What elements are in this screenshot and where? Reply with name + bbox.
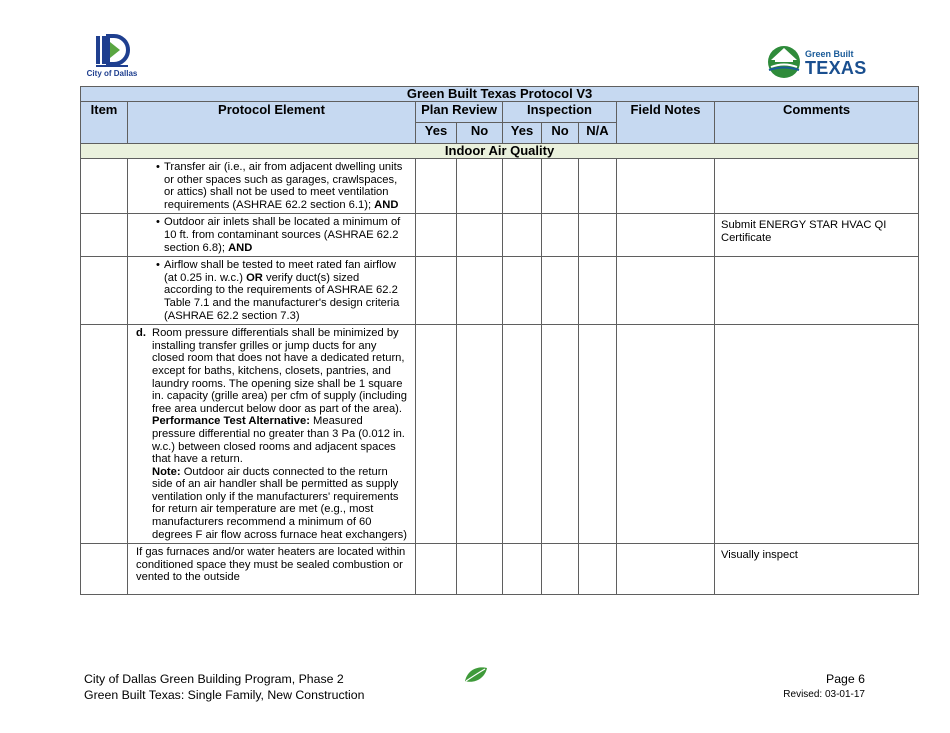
- insp-no-cell[interactable]: [542, 257, 579, 325]
- comments-cell: Submit ENERGY STAR HVAC QI Certificate: [715, 214, 919, 257]
- comments-cell: Visually inspect: [715, 544, 919, 595]
- header-comments: Comments: [715, 102, 919, 144]
- protocol-paragraph-2: Measured pressure differential no greater than 3 Pa (0.012 in. w.c.) between closed rooms and adjacent spaces that have a return.: [152, 415, 405, 466]
- city-of-dallas-logo: [84, 32, 140, 82]
- field-notes-cell[interactable]: [617, 544, 715, 595]
- house-globe-icon: [766, 44, 802, 80]
- note-label: Note:: [152, 465, 181, 478]
- insp-na-cell[interactable]: [579, 544, 617, 595]
- insp-na-cell[interactable]: [579, 214, 617, 257]
- header-field-notes: Field Notes: [617, 102, 715, 144]
- comments-cell: [715, 159, 919, 214]
- bullet-icon: •: [156, 161, 160, 173]
- field-notes-cell[interactable]: [617, 214, 715, 257]
- plan-yes-cell[interactable]: [416, 214, 457, 257]
- item-cell: [81, 257, 128, 325]
- protocol-bold: AND: [228, 241, 253, 254]
- insp-yes-cell[interactable]: [503, 214, 542, 257]
- table-row: [81, 159, 919, 214]
- insp-yes-cell[interactable]: [503, 544, 542, 595]
- protocol-element-cell: [128, 159, 416, 214]
- insp-no-cell[interactable]: [542, 544, 579, 595]
- page-number: Page 6: [826, 672, 865, 686]
- comments-cell: [715, 257, 919, 325]
- table-row: [81, 257, 919, 325]
- insp-na-cell[interactable]: [579, 257, 617, 325]
- insp-no-cell[interactable]: [542, 325, 579, 544]
- header-plan-no: No: [457, 123, 503, 144]
- protocol-bold: OR: [246, 271, 263, 284]
- item-label: d.: [136, 327, 146, 340]
- protocol-element-cell: [128, 257, 416, 325]
- protocol-text: Airflow shall be tested to meet rated fan airflow (at 0.25 in. w.c.): [164, 259, 396, 284]
- header-insp-na: N/A: [579, 123, 617, 144]
- insp-no-cell[interactable]: [542, 214, 579, 257]
- footer-right: [783, 672, 865, 702]
- insp-na-cell[interactable]: [579, 159, 617, 214]
- protocol-table: [80, 86, 919, 595]
- comments-cell: [715, 325, 919, 544]
- header-protocol-element: Protocol Element: [128, 102, 416, 144]
- header-insp-yes: Yes: [503, 123, 542, 144]
- dallas-emblem-icon: [93, 32, 131, 68]
- table-row: [81, 544, 919, 595]
- header-plan-yes: Yes: [416, 123, 457, 144]
- footer-program: City of Dallas Green Building Program, Phase 2: [84, 672, 344, 686]
- field-notes-cell[interactable]: [617, 257, 715, 325]
- protocol-element-cell: [128, 544, 416, 595]
- bullet-icon: •: [156, 216, 160, 229]
- plan-no-cell[interactable]: [457, 159, 503, 214]
- revised-date: Revised: 03-01-17: [783, 688, 865, 700]
- item-cell: [81, 544, 128, 595]
- item-cell: [81, 325, 128, 544]
- protocol-element-cell: [128, 325, 416, 544]
- header-plan-review: Plan Review: [416, 102, 503, 123]
- section-indoor-air-quality: Indoor Air Quality: [81, 144, 919, 159]
- city-logo-caption: City of Dallas: [86, 69, 138, 78]
- plan-yes-cell[interactable]: [416, 544, 457, 595]
- protocol-text: Transfer air (i.e., air from adjacent dwelling units or other spaces such as garages, crawlspaces, or attics) shall not be used to meet ventilation requirements (ASHRAE 62.2 section 6.1);: [164, 161, 403, 211]
- gb-logo-line2: TEXAS: [805, 58, 867, 78]
- insp-no-cell[interactable]: [542, 159, 579, 214]
- insp-na-cell[interactable]: [579, 325, 617, 544]
- footer-left: [84, 672, 364, 703]
- item-cell: [81, 159, 128, 214]
- plan-yes-cell[interactable]: [416, 325, 457, 544]
- plan-no-cell[interactable]: [457, 257, 503, 325]
- protocol-text: If gas furnaces and/or water heaters are located within conditioned space they must be sealed combustion or vented to the outside: [136, 546, 406, 584]
- header-item: Item: [81, 102, 128, 144]
- plan-no-cell[interactable]: [457, 214, 503, 257]
- table-row: [81, 325, 919, 544]
- bullet-icon: •: [156, 259, 160, 272]
- footer-doc-title: Green Built Texas: Single Family, New Construction: [84, 687, 365, 702]
- protocol-paragraph-1: Room pressure differentials shall be minimized by installing transfer grilles or jump ducts for any closed room that does not have a dedicated return, except for baths, kitchens, closets, pantries, and laundry rooms. The opening size shall be 1 square in. capacity (grille area) per cfm of supply (including free area undercut below door as part of the area).: [152, 327, 407, 415]
- item-cell: [81, 214, 128, 257]
- field-notes-cell[interactable]: [617, 325, 715, 544]
- field-notes-cell[interactable]: [617, 159, 715, 214]
- table-row: [81, 214, 919, 257]
- protocol-element-cell: [128, 214, 416, 257]
- protocol-paragraph-3: Outdoor air ducts connected to the return side of an air handler shall be permitted as supply ventilation only if the manufacturers' requirements for return air temperature are met (e.g., most manufacturers recommend a minimum of 60 degrees F air flow across furnace heat exchangers): [152, 465, 407, 541]
- protocol-bold: AND: [374, 198, 399, 211]
- gb-logo-line1: Green Built: [805, 49, 854, 59]
- leaf-icon: [464, 666, 488, 684]
- plan-yes-cell[interactable]: [416, 257, 457, 325]
- performance-test-label: Performance Test Alternative:: [152, 415, 310, 428]
- insp-yes-cell[interactable]: [503, 159, 542, 214]
- insp-yes-cell[interactable]: [503, 325, 542, 544]
- protocol-text: Outdoor air inlets shall be located a minimum of 10 ft. from contaminant sources (ASHRAE 62.2 section 6.8);: [164, 216, 401, 254]
- green-built-texas-logo: [766, 43, 866, 81]
- plan-yes-cell[interactable]: [416, 159, 457, 214]
- header-inspection: Inspection: [503, 102, 617, 123]
- insp-yes-cell[interactable]: [503, 257, 542, 325]
- header-insp-no: No: [542, 123, 579, 144]
- plan-no-cell[interactable]: [457, 325, 503, 544]
- table-title: Green Built Texas Protocol V3: [81, 87, 919, 102]
- protocol-text-cont: verify duct(s) sized according to the requirements of ASHRAE 62.2 Table 7.1 and the manufacturer's design criteria (ASHRAE 62.2 section 7.3): [164, 271, 400, 322]
- plan-no-cell[interactable]: [457, 544, 503, 595]
